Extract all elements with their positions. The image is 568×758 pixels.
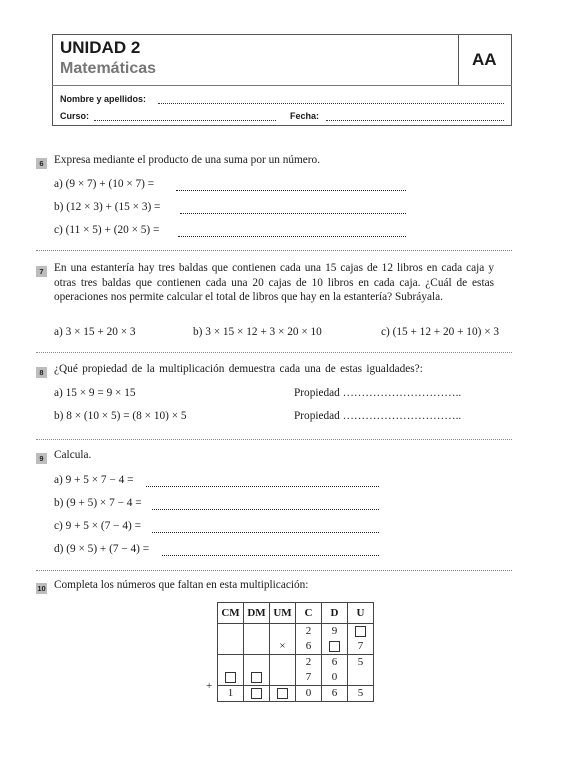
date-label: Fecha: (290, 111, 320, 121)
digit-cell: 7 (348, 639, 374, 655)
blank-box[interactable] (251, 688, 262, 699)
digit-cell: 7 (296, 670, 322, 686)
exercise-item: a) (9 × 7) + (10 × 7) = (54, 178, 155, 190)
exercise-item: c) (11 × 5) + (20 × 5) = (54, 224, 160, 236)
blank-box[interactable] (251, 672, 262, 683)
exercise-item: b) (12 × 3) + (15 × 3) = (54, 201, 161, 213)
answer-line[interactable] (146, 486, 379, 487)
digit-cell: 6 (296, 639, 322, 655)
course-field[interactable] (94, 120, 276, 121)
separator (36, 250, 512, 251)
blank-box[interactable] (277, 688, 288, 699)
course-label: Curso: (60, 111, 89, 121)
table-cell (270, 655, 296, 671)
exercise-prompt: Completa los números que faltan en esta multiplicación: (54, 579, 309, 591)
blank-box[interactable] (329, 641, 340, 652)
option-a[interactable]: a) 3 × 15 + 20 × 3 (54, 326, 136, 338)
option-b[interactable]: b) 3 × 15 × 12 + 3 × 20 × 10 (193, 326, 322, 338)
exercise-item: a) 9 + 5 × 7 − 4 = (54, 474, 134, 486)
exercise-item: a) 15 × 9 = 9 × 15 (54, 387, 136, 399)
table-cell (270, 624, 296, 640)
exercise-prompt: ¿Qué propiedad de la multiplicación demuestra cada una de estas igualdades?: (54, 363, 423, 375)
digit-cell: 0 (296, 686, 322, 702)
digit-cell: 6 (322, 655, 348, 671)
exercise-number: 6 (36, 158, 47, 169)
multiplication-table (217, 602, 374, 702)
separator (36, 439, 512, 440)
column-header: CM (218, 603, 244, 624)
exercise-item: b) 8 × (10 × 5) = (8 × 10) × 5 (54, 410, 187, 422)
digit-cell: 9 (322, 624, 348, 640)
separator (36, 352, 512, 353)
column-header: C (296, 603, 322, 624)
level-code: AA (472, 50, 497, 69)
property-answer[interactable]: Propiedad ………………………….. (294, 410, 462, 422)
subject-title: Matemáticas (60, 60, 157, 77)
exercise-item: d) (9 × 5) + (7 − 4) = (54, 543, 150, 555)
property-answer[interactable]: Propiedad ………………………….. (294, 387, 462, 399)
digit-cell: 0 (322, 670, 348, 686)
table-cell (218, 639, 244, 655)
exercise-number: 8 (36, 367, 47, 378)
exercise-prompt: Calcula. (54, 449, 92, 461)
table-cell (348, 670, 374, 686)
table-cell (244, 639, 270, 655)
table-cell (270, 670, 296, 686)
exercise-prompt: En una estantería hay tres baldas que contienen cada una 15 cajas de 12 libros en cada caja y otras tres baldas que contienen cada una 20 cajas de 10 libros en cada caja. ¿Cuál de estas operaciones nos permite calcular el total de libros que hay en la estantería? Subráyala. (54, 262, 494, 303)
digit-cell: 2 (296, 624, 322, 640)
exercise-number: 9 (36, 453, 47, 464)
table-cell (270, 686, 296, 702)
digit-cell: 5 (348, 686, 374, 702)
exercise-number: 10 (37, 584, 46, 593)
times-sign: × (270, 639, 296, 655)
digit-cell: 2 (296, 655, 322, 671)
table-cell (348, 624, 374, 640)
option-c[interactable]: c) (15 + 12 + 20 + 10) × 3 (381, 326, 500, 338)
blank-box[interactable] (355, 626, 366, 637)
answer-line[interactable] (176, 190, 406, 191)
digit-cell: 1 (218, 686, 244, 702)
answer-line[interactable] (180, 213, 406, 214)
table-cell (218, 670, 244, 686)
exercise-number: 7 (36, 266, 47, 277)
exercise-item: c) 9 + 5 × (7 − 4) = (54, 520, 141, 532)
table-cell (218, 655, 244, 671)
separator (36, 570, 512, 571)
digit-cell: 6 (322, 686, 348, 702)
answer-line[interactable] (152, 509, 379, 510)
exercise-item: b) (9 + 5) × 7 − 4 = (54, 497, 142, 509)
exercise-prompt: Expresa mediante el producto de una suma por un número. (54, 154, 321, 166)
table-cell (322, 639, 348, 655)
digit-cell: 5 (348, 655, 374, 671)
header-divider (458, 34, 459, 86)
column-header: DM (244, 603, 270, 624)
date-field[interactable] (326, 120, 504, 121)
unit-title: UNIDAD 2 (60, 38, 141, 57)
answer-line[interactable] (152, 532, 379, 533)
name-label: Nombre y apellidos: (60, 94, 147, 104)
table-cell (244, 670, 270, 686)
header-divider (52, 85, 512, 86)
column-header: UM (270, 603, 296, 624)
name-field[interactable] (158, 103, 504, 104)
column-header: U (348, 603, 374, 624)
blank-box[interactable] (225, 672, 236, 683)
answer-line[interactable] (162, 555, 379, 556)
table-cell (244, 624, 270, 640)
table-cell (218, 624, 244, 640)
column-header: D (322, 603, 348, 624)
answer-line[interactable] (178, 236, 406, 237)
table-cell (244, 655, 270, 671)
table-cell (244, 686, 270, 702)
plus-sign: + (206, 680, 213, 692)
